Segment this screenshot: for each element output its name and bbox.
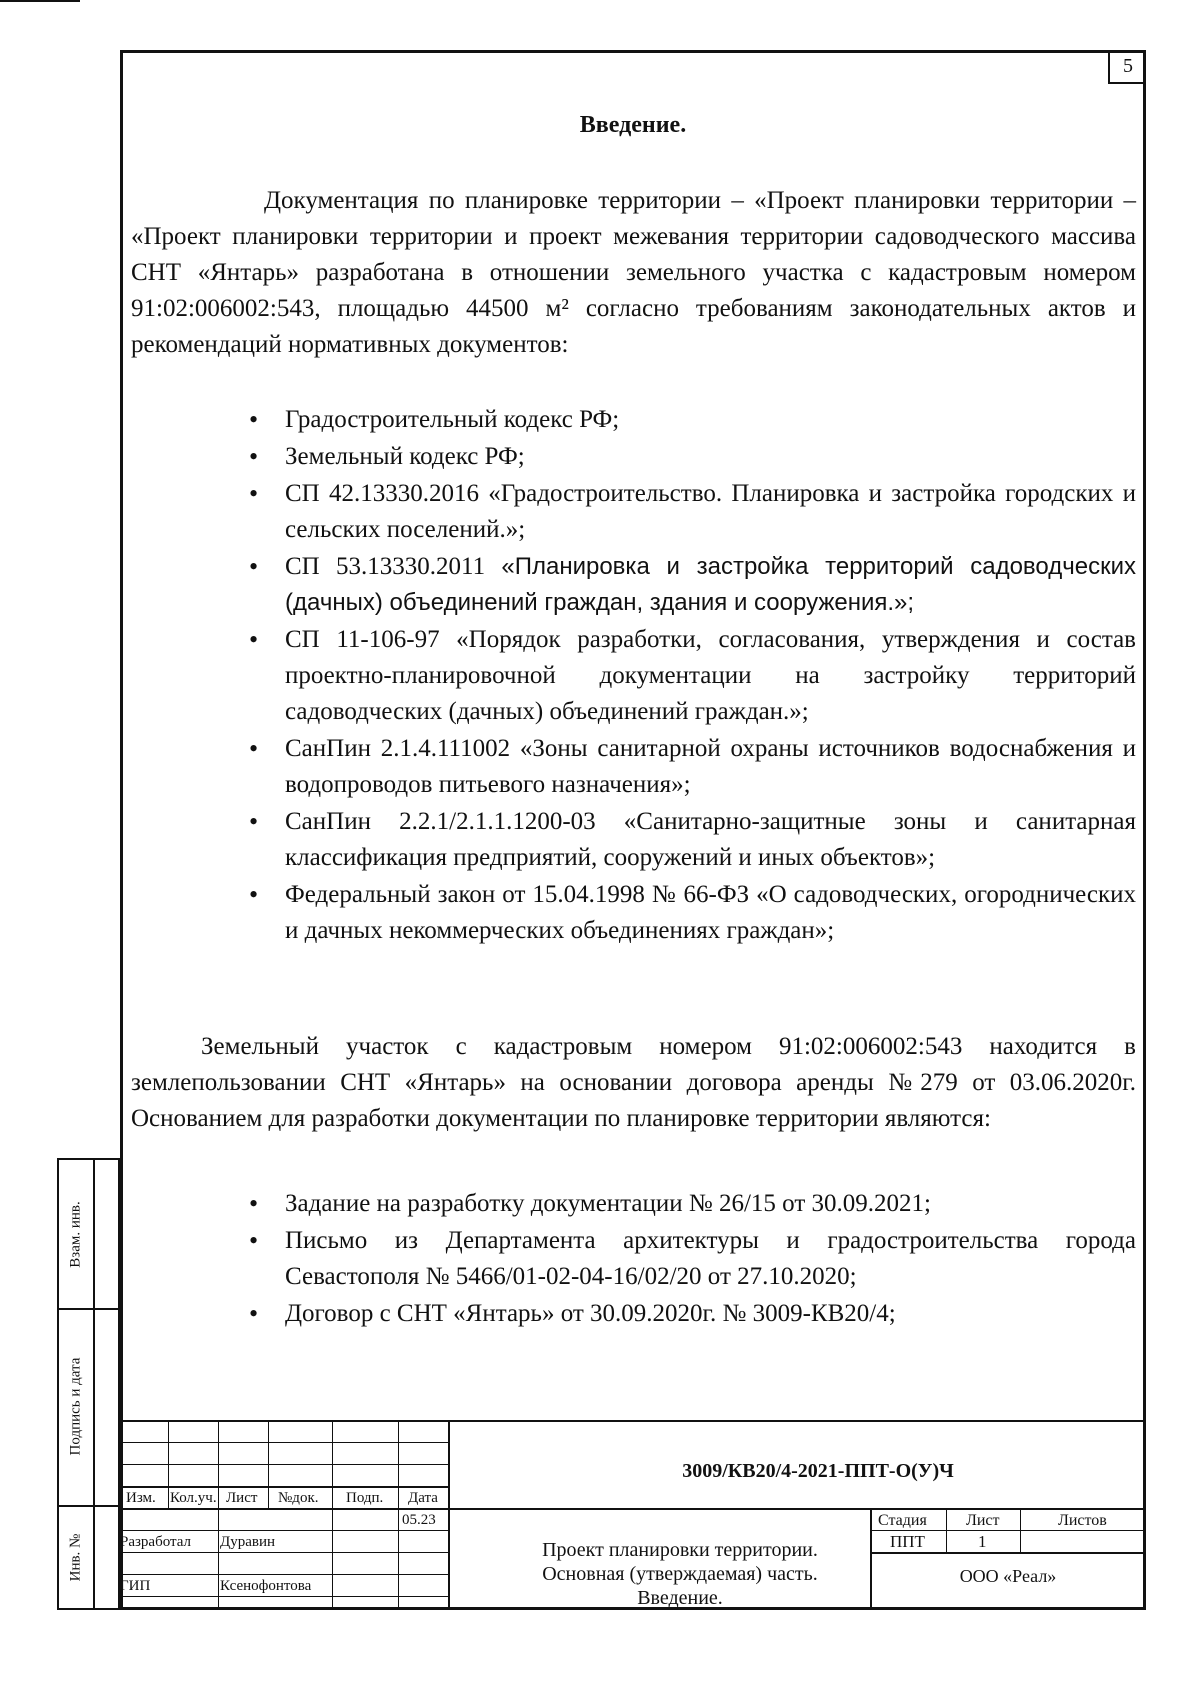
list-item: • Федеральный закон от 15.04.1998 № 66-ФЗ «О садоводческих, огороднических и дачных некоммерческих объединениях граждан»; <box>285 877 1136 949</box>
list-item: • СП 11-106-97 «Порядок разработки, согласования, утверждения и состав проектно-планировочной документации на застройку территорий садоводческих (дачных) объединений граждан.»; <box>285 622 1136 730</box>
list-item: • Градостроительный кодекс РФ; <box>285 402 1136 438</box>
project-name: Проект планировки территории. Основная (утверждаемая) часть. Введение. <box>542 1539 818 1609</box>
organization-name: ООО «Реал» <box>959 1566 1057 1586</box>
document-code: 3009/КВ20/4-2021-ППТ-О(У)Ч <box>682 1460 954 1482</box>
hdr-ndok: №док. <box>278 1490 319 1506</box>
inv-number-label: Инв. № <box>67 1533 84 1582</box>
list-item <box>285 549 1136 621</box>
list-item-title: «Планировка и застройка территорий садоводческих (дачных) объединений граждан, здания и сооружения.»; <box>285 553 1136 616</box>
list-item: • СанПин 2.1.4.111002 «Зоны санитарной охраны источников водоснабжения и водопроводов питьевого назначения»; <box>285 731 1136 803</box>
list-item: • Договор с СНТ «Янтарь» от 30.09.2020г. № 3009-КВ20/4; <box>285 1296 1136 1332</box>
list-item: • Задание на разработку документации № 26/15 от 30.09.2021; <box>285 1186 1136 1222</box>
list-item: • Письмо из Департамента архитектуры и градостроительства города Севастополя № 5466/01-02-04-16/02/20 от 27.10.2020; <box>285 1223 1136 1295</box>
list-item: • СанПин 2.2.1/2.1.1.1200-03 «Санитарно-защитные зоны и санитарная классификация предприятий, сооружений и иных объектов»; <box>285 804 1136 876</box>
role-gip: ГИП <box>120 1578 151 1594</box>
name-gip: Ксенофонтова <box>220 1578 312 1594</box>
documents-list <box>131 402 1136 950</box>
sheets-label: Листов <box>1058 1512 1107 1529</box>
name-developer: Дуравин <box>220 1534 276 1550</box>
intro-paragraph: Документация по планировке территории – «Проект планировки территории – «Проект планировки территории и проект межевания территории садоводческого массива СНТ «Янтарь» разработана в отношении земельного участка с кадастровым номером 91:02:006002:543, площадью 44500 м² согласно требованиям законодательных актов и рекомендаций нормативных документов: <box>131 187 1136 358</box>
side-stamp-strip <box>57 1158 120 1610</box>
vzam-inv-label: Взам. инв. <box>67 1200 84 1268</box>
basis-list <box>131 1186 1136 1333</box>
section-heading: Введение. <box>579 112 687 138</box>
list-item: • СП 42.13330.2016 «Градостроительство. Планировка и застройка городских и сельских поселений.»; <box>285 476 1136 548</box>
list-item: • Земельный кодекс РФ; <box>285 439 1136 475</box>
hdr-data: Дата <box>408 1490 438 1506</box>
signature-date-label: Подпись и дата <box>67 1357 84 1456</box>
stage-label: Стадия <box>878 1512 927 1529</box>
sheet-label: Лист <box>966 1512 1000 1529</box>
stage-value: ППТ <box>890 1532 925 1551</box>
role-developer: Разработал <box>120 1534 192 1550</box>
hdr-izm: Изм. <box>126 1490 156 1506</box>
date-value: 05.23 <box>402 1512 436 1528</box>
list-item-prefix: СП 53.13330.2011 <box>285 553 502 580</box>
title-block <box>120 1420 1146 1610</box>
hdr-list: Лист <box>226 1490 258 1506</box>
scan-edge-line <box>0 0 80 2</box>
sheet-value: 1 <box>978 1532 987 1551</box>
basis-paragraph: Земельный участок с кадастровым номером 91:02:006002:543 находится в землепользовании СНТ «Янтарь» на основании договора аренды №279 от 03.06.2020г. Основанием для разработки документации по планировке территории являются: <box>131 1033 1136 1132</box>
hdr-kol: Кол.уч. <box>170 1490 217 1506</box>
page-number: 5 <box>1108 50 1146 84</box>
hdr-podp: Подп. <box>346 1490 384 1506</box>
